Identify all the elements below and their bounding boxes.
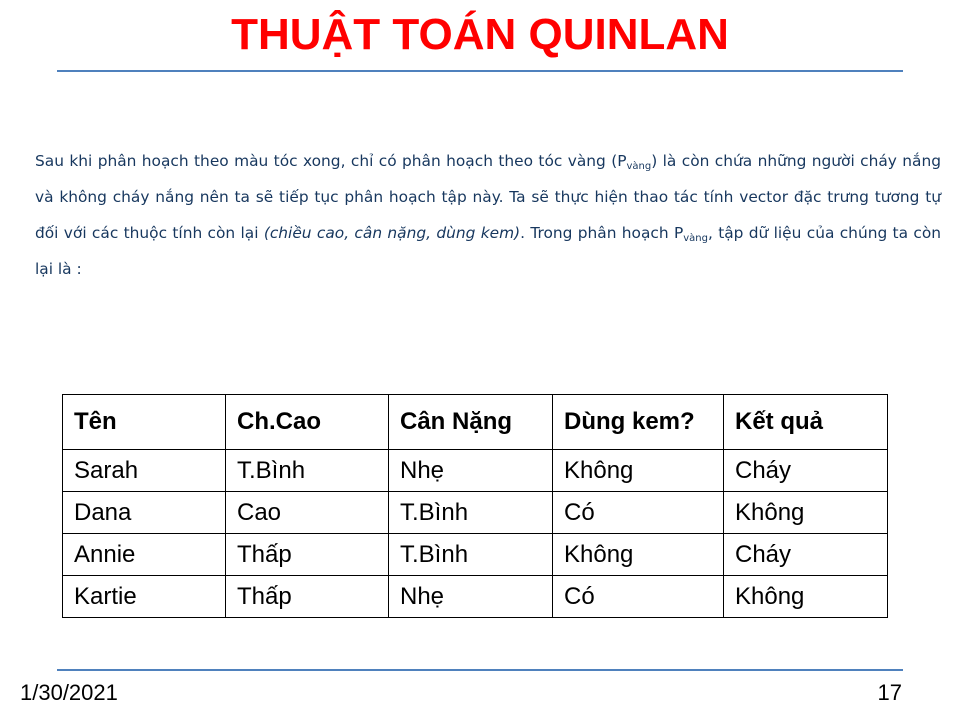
paragraph-text: , tập dữ liệu của chúng ta còn lại là : bbox=[35, 224, 941, 278]
table-cell: Cháy bbox=[724, 450, 888, 492]
table-cell: Cháy bbox=[724, 534, 888, 576]
paragraph-text: . Trong phân hoạch P bbox=[520, 224, 684, 242]
table-cell: Thấp bbox=[226, 534, 389, 576]
table-cell: Không bbox=[553, 534, 724, 576]
subscript-vang: vàng bbox=[626, 161, 652, 172]
table-cell: Nhẹ bbox=[389, 450, 553, 492]
column-header: Dùng kem? bbox=[553, 395, 724, 450]
table-row bbox=[63, 534, 888, 576]
subscript-vang: vàng bbox=[683, 233, 708, 244]
table-cell: Cao bbox=[226, 492, 389, 534]
table-cell: Kartie bbox=[63, 576, 226, 618]
footer-date: 1/30/2021 bbox=[20, 680, 118, 705]
table-cell: Nhẹ bbox=[389, 576, 553, 618]
column-header: Ch.Cao bbox=[226, 395, 389, 450]
body-paragraph bbox=[35, 143, 941, 287]
table-cell: Thấp bbox=[226, 576, 389, 618]
table-cell: T.Bình bbox=[226, 450, 389, 492]
table-cell: Dana bbox=[63, 492, 226, 534]
paragraph-italic: (chiều cao, cân nặng, dùng kem) bbox=[263, 224, 521, 242]
data-table bbox=[62, 394, 888, 618]
table-header-row bbox=[63, 395, 888, 450]
column-header: Cân Nặng bbox=[389, 395, 553, 450]
table-row bbox=[63, 492, 888, 534]
table-cell: Annie bbox=[63, 534, 226, 576]
page-number: 17 bbox=[877, 680, 902, 705]
table-cell: Không bbox=[553, 450, 724, 492]
table-row bbox=[63, 576, 888, 618]
table-cell: Sarah bbox=[63, 450, 226, 492]
column-header: Kết quả bbox=[724, 395, 888, 450]
table-cell: Có bbox=[553, 576, 724, 618]
footer-divider bbox=[57, 669, 903, 671]
table-cell: Không bbox=[724, 576, 888, 618]
table-cell: T.Bình bbox=[389, 534, 553, 576]
table-cell: Có bbox=[553, 492, 724, 534]
column-header: Tên bbox=[63, 395, 226, 450]
table-cell: Không bbox=[724, 492, 888, 534]
table-row bbox=[63, 450, 888, 492]
slide-title: THUẬT TOÁN QUINLAN bbox=[231, 10, 729, 59]
title-divider bbox=[57, 70, 903, 72]
table-cell: T.Bình bbox=[389, 492, 553, 534]
paragraph-text: ) là còn chứa những người cháy nắng và không cháy nắng nên ta sẽ tiếp tục phân hoạch tập này. Ta sẽ thực hiện thao tác tính vector đặc trưng tương tự đối với các thuộc tính còn lại bbox=[35, 152, 942, 242]
paragraph-text: Sau khi phân hoạch theo màu tóc xong, chỉ có phân hoạch theo tóc vàng (P bbox=[35, 152, 627, 170]
